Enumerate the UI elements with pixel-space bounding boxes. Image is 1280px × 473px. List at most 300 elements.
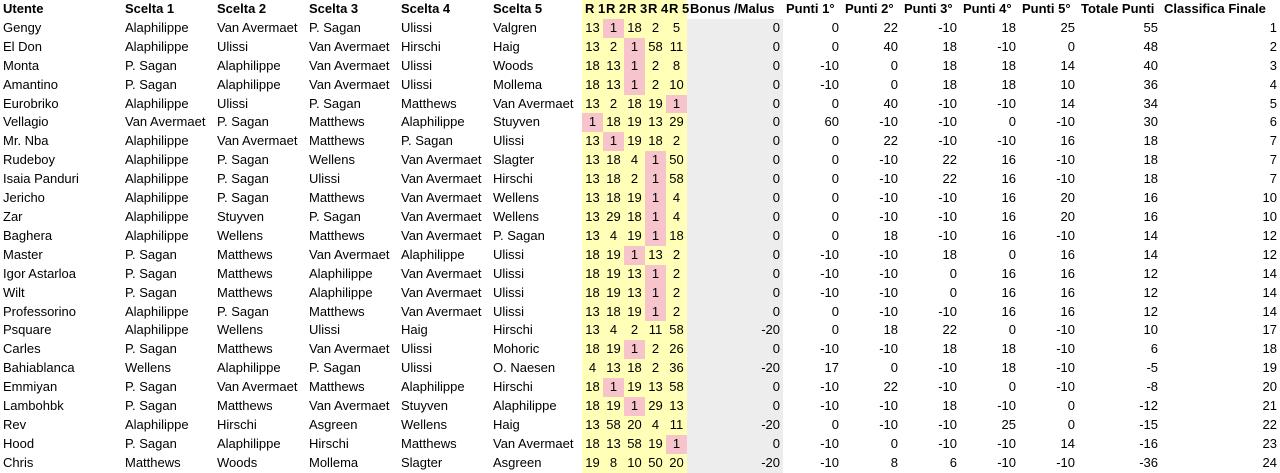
cell-punti-3: -10 bbox=[938, 95, 957, 111]
cell-scelta-2: Van Avermaet bbox=[217, 19, 298, 35]
cell-r3: 18 bbox=[624, 359, 645, 378]
cell-scelta-3: Matthews bbox=[309, 303, 365, 319]
cell-punti-3: -10 bbox=[938, 360, 957, 376]
cell-r2: 18 bbox=[603, 113, 624, 132]
cell-bonus-malus: 0 bbox=[687, 57, 783, 76]
cell-scelta-1: P. Sagan bbox=[125, 379, 177, 395]
table-row bbox=[0, 76, 1280, 95]
cell-scelta-5: Ulissi bbox=[493, 246, 525, 262]
cell-punti-2: 22 bbox=[883, 19, 898, 35]
table-row bbox=[0, 19, 1280, 38]
cell-punti-5: 14 bbox=[1060, 435, 1075, 451]
cell-r2: 58 bbox=[603, 416, 624, 435]
cell-scelta-3: Van Avermaet bbox=[309, 76, 390, 92]
cell-r4: 19 bbox=[645, 435, 666, 454]
cell-scelta-3: Asgreen bbox=[309, 416, 358, 432]
cell-punti-5: 16 bbox=[1060, 246, 1075, 262]
header-scelta-2: Scelta 2 bbox=[217, 1, 267, 16]
cell-scelta-1: P. Sagan bbox=[125, 265, 177, 281]
cell-scelta-4: Matthews bbox=[401, 435, 457, 451]
cell-classifica-finale: 7 bbox=[1269, 152, 1277, 168]
cell-utente: Isaia Panduri bbox=[3, 171, 79, 187]
cell-utente: Hood bbox=[3, 435, 35, 451]
table-row bbox=[0, 435, 1280, 454]
cell-scelta-4: Ulissi bbox=[401, 76, 433, 92]
cell-r4: 1 bbox=[645, 227, 666, 246]
cell-scelta-4: Alaphilippe bbox=[401, 379, 465, 395]
cell-punti-1: -10 bbox=[820, 76, 839, 92]
cell-r3: 20 bbox=[624, 416, 645, 435]
cell-scelta-1: Alaphilippe bbox=[125, 19, 189, 35]
cell-bonus-malus: 0 bbox=[687, 170, 783, 189]
cell-scelta-1: Alaphilippe bbox=[125, 303, 189, 319]
cell-scelta-5: Haig bbox=[493, 416, 520, 432]
cell-totale-punti: 18 bbox=[1143, 152, 1158, 168]
cell-scelta-4: Matthews bbox=[401, 95, 457, 111]
cell-punti-1: 17 bbox=[824, 360, 839, 376]
cell-scelta-2: P. Sagan bbox=[217, 190, 269, 206]
cell-totale-punti: 14 bbox=[1143, 227, 1158, 243]
cell-punti-1: -10 bbox=[820, 454, 839, 470]
cell-utente: Baghera bbox=[3, 227, 53, 243]
cell-scelta-3: Matthews bbox=[309, 190, 365, 206]
cell-scelta-5: Ulissi bbox=[493, 284, 525, 300]
cell-punti-2: -10 bbox=[879, 284, 898, 300]
cell-scelta-4: Van Avermaet bbox=[401, 303, 482, 319]
cell-r1: 18 bbox=[582, 265, 603, 284]
cell-r5: 18 bbox=[666, 227, 687, 246]
cell-punti-4: -10 bbox=[997, 398, 1016, 414]
cell-scelta-2: Alaphilippe bbox=[217, 435, 281, 451]
cell-scelta-4: Van Avermaet bbox=[401, 171, 482, 187]
cell-scelta-3: Van Avermaet bbox=[309, 57, 390, 73]
cell-scelta-4: Stuyven bbox=[401, 398, 448, 414]
cell-scelta-1: P. Sagan bbox=[125, 435, 177, 451]
cell-scelta-3: Van Avermaet bbox=[309, 341, 390, 357]
cell-r4: 2 bbox=[645, 76, 666, 95]
cell-scelta-5: Ulissi bbox=[493, 303, 525, 319]
cell-punti-2: 0 bbox=[890, 57, 898, 73]
cell-scelta-4: Van Avermaet bbox=[401, 265, 482, 281]
header-scelta-4: Scelta 4 bbox=[401, 1, 451, 16]
cell-totale-punti: 6 bbox=[1150, 341, 1158, 357]
cell-scelta-5: P. Sagan bbox=[493, 227, 545, 243]
cell-scelta-1: Matthews bbox=[125, 454, 181, 470]
cell-r3: 19 bbox=[624, 378, 645, 397]
cell-punti-1: 0 bbox=[831, 208, 839, 224]
cell-r5: 10 bbox=[666, 76, 687, 95]
cell-scelta-2: Ulissi bbox=[217, 38, 249, 54]
cell-punti-5: -10 bbox=[1056, 171, 1075, 187]
cell-punti-5: -10 bbox=[1056, 227, 1075, 243]
cell-scelta-2: Woods bbox=[217, 454, 258, 470]
cell-classifica-finale: 21 bbox=[1262, 398, 1277, 414]
table-row bbox=[0, 227, 1280, 246]
header-classifica-finale: Classifica Finale bbox=[1164, 1, 1266, 16]
cell-r1: 13 bbox=[582, 321, 603, 340]
cell-scelta-4: Alaphilippe bbox=[401, 246, 465, 262]
cell-r2: 1 bbox=[603, 19, 624, 38]
cell-punti-1: 0 bbox=[831, 19, 839, 35]
cell-scelta-3: Matthews bbox=[309, 227, 365, 243]
cell-r1: 13 bbox=[582, 38, 603, 57]
cell-scelta-2: Van Avermaet bbox=[217, 133, 298, 149]
cell-totale-punti: -36 bbox=[1139, 454, 1158, 470]
cell-punti-1: -10 bbox=[820, 265, 839, 281]
cell-scelta-2: Hirschi bbox=[217, 416, 257, 432]
cell-classifica-finale: 7 bbox=[1269, 133, 1277, 149]
cell-classifica-finale: 4 bbox=[1269, 76, 1277, 92]
table-row bbox=[0, 359, 1280, 378]
cell-punti-3: 18 bbox=[942, 38, 957, 54]
cell-bonus-malus: 0 bbox=[687, 284, 783, 303]
cell-scelta-3: Alaphilippe bbox=[309, 265, 373, 281]
header-row bbox=[0, 0, 1280, 19]
cell-r3: 2 bbox=[624, 170, 645, 189]
cell-punti-3: 0 bbox=[949, 284, 957, 300]
cell-bonus-malus: 0 bbox=[687, 95, 783, 114]
header-scelta-5: Scelta 5 bbox=[493, 1, 543, 16]
cell-scelta-5: Hirschi bbox=[493, 379, 533, 395]
cell-punti-5: 14 bbox=[1060, 57, 1075, 73]
cell-r3: 19 bbox=[624, 113, 645, 132]
cell-punti-5: -10 bbox=[1056, 114, 1075, 130]
cell-scelta-2: Wellens bbox=[217, 227, 264, 243]
cell-scelta-1: Alaphilippe bbox=[125, 416, 189, 432]
cell-totale-punti: 48 bbox=[1143, 38, 1158, 54]
header-totale-punti: Totale Punti bbox=[1081, 1, 1155, 16]
header-scelta-3: Scelta 3 bbox=[309, 1, 359, 16]
cell-scelta-3: Matthews bbox=[309, 114, 365, 130]
cell-scelta-5: Ulissi bbox=[493, 133, 525, 149]
cell-punti-5: 0 bbox=[1067, 38, 1075, 54]
cell-scelta-2: Matthews bbox=[217, 341, 273, 357]
cell-punti-4: -10 bbox=[997, 454, 1016, 470]
cell-r5: 2 bbox=[666, 132, 687, 151]
cell-r2: 4 bbox=[603, 321, 624, 340]
cell-r1: 13 bbox=[582, 132, 603, 151]
cell-punti-4: 0 bbox=[1008, 322, 1016, 338]
cell-scelta-3: Wellens bbox=[309, 152, 356, 168]
cell-punti-3: -10 bbox=[938, 19, 957, 35]
cell-r2: 2 bbox=[603, 38, 624, 57]
cell-totale-punti: -16 bbox=[1139, 435, 1158, 451]
cell-r5: 26 bbox=[666, 340, 687, 359]
cell-punti-4: 16 bbox=[1001, 208, 1016, 224]
cell-utente: Zar bbox=[3, 208, 23, 224]
cell-utente: Bahiablanca bbox=[3, 360, 75, 376]
cell-utente: Chris bbox=[3, 454, 34, 470]
cell-punti-1: 0 bbox=[831, 171, 839, 187]
header-r1: R 1 bbox=[582, 0, 603, 19]
cell-classifica-finale: 19 bbox=[1262, 360, 1277, 376]
cell-bonus-malus: -20 bbox=[687, 416, 783, 435]
table-row bbox=[0, 321, 1280, 340]
cell-punti-3: -10 bbox=[938, 114, 957, 130]
cell-bonus-malus: 0 bbox=[687, 303, 783, 322]
cell-punti-3: 18 bbox=[942, 398, 957, 414]
cell-punti-4: 18 bbox=[1001, 360, 1016, 376]
cell-scelta-5: Van Avermaet bbox=[493, 95, 574, 111]
cell-scelta-3: Van Avermaet bbox=[309, 398, 390, 414]
cell-scelta-2: Alaphilippe bbox=[217, 57, 281, 73]
table-row bbox=[0, 340, 1280, 359]
cell-punti-2: -10 bbox=[879, 303, 898, 319]
table-row bbox=[0, 132, 1280, 151]
cell-r4: 18 bbox=[645, 132, 666, 151]
cell-r3: 1 bbox=[624, 340, 645, 359]
cell-scelta-1: P. Sagan bbox=[125, 246, 177, 262]
cell-punti-1: -10 bbox=[820, 398, 839, 414]
cell-bonus-malus: 0 bbox=[687, 113, 783, 132]
cell-scelta-5: Woods bbox=[493, 57, 534, 73]
cell-punti-2: -10 bbox=[879, 265, 898, 281]
cell-scelta-4: Van Avermaet bbox=[401, 284, 482, 300]
cell-totale-punti: 36 bbox=[1143, 76, 1158, 92]
cell-r2: 1 bbox=[603, 378, 624, 397]
cell-scelta-3: Ulissi bbox=[309, 322, 341, 338]
cell-r4: 58 bbox=[645, 38, 666, 57]
cell-r5: 2 bbox=[666, 284, 687, 303]
cell-punti-5: 16 bbox=[1060, 303, 1075, 319]
cell-r3: 1 bbox=[624, 76, 645, 95]
cell-totale-punti: 12 bbox=[1143, 284, 1158, 300]
cell-scelta-4: Ulissi bbox=[401, 360, 433, 376]
cell-scelta-3: Van Avermaet bbox=[309, 38, 390, 54]
cell-punti-1: -10 bbox=[820, 57, 839, 73]
cell-punti-5: -10 bbox=[1056, 152, 1075, 168]
cell-punti-1: 0 bbox=[831, 227, 839, 243]
cell-scelta-2: P. Sagan bbox=[217, 303, 269, 319]
cell-r4: 2 bbox=[645, 57, 666, 76]
cell-r2: 18 bbox=[603, 303, 624, 322]
cell-r5: 11 bbox=[666, 38, 687, 57]
cell-r4: 2 bbox=[645, 19, 666, 38]
cell-punti-4: 16 bbox=[1001, 171, 1016, 187]
cell-scelta-1: Van Avermaet bbox=[125, 114, 206, 130]
cell-punti-2: 0 bbox=[890, 360, 898, 376]
cell-scelta-4: Haig bbox=[401, 322, 428, 338]
header-bonus-malus: Bonus /Malus bbox=[687, 0, 783, 19]
cell-punti-1: -10 bbox=[820, 284, 839, 300]
cell-r3: 18 bbox=[624, 19, 645, 38]
cell-r1: 13 bbox=[582, 170, 603, 189]
cell-utente: Wilt bbox=[3, 284, 25, 300]
cell-bonus-malus: -20 bbox=[687, 359, 783, 378]
cell-scelta-1: Alaphilippe bbox=[125, 208, 189, 224]
cell-scelta-3: P. Sagan bbox=[309, 208, 361, 224]
cell-scelta-3: Van Avermaet bbox=[309, 246, 390, 262]
cell-punti-3: -10 bbox=[938, 133, 957, 149]
cell-punti-3: -10 bbox=[938, 190, 957, 206]
cell-scelta-1: P. Sagan bbox=[125, 57, 177, 73]
cell-punti-1: -10 bbox=[820, 341, 839, 357]
cell-bonus-malus: 0 bbox=[687, 397, 783, 416]
cell-punti-4: 18 bbox=[1001, 19, 1016, 35]
cell-r1: 4 bbox=[582, 359, 603, 378]
cell-scelta-4: P. Sagan bbox=[401, 133, 453, 149]
cell-r5: 2 bbox=[666, 265, 687, 284]
cell-punti-3: 18 bbox=[942, 246, 957, 262]
cell-r4: 13 bbox=[645, 113, 666, 132]
cell-scelta-1: Wellens bbox=[125, 360, 172, 376]
cell-scelta-1: Alaphilippe bbox=[125, 190, 189, 206]
cell-r5: 2 bbox=[666, 303, 687, 322]
cell-scelta-5: Hirschi bbox=[493, 171, 533, 187]
cell-r1: 13 bbox=[582, 19, 603, 38]
cell-bonus-malus: 0 bbox=[687, 151, 783, 170]
cell-classifica-finale: 1 bbox=[1269, 19, 1277, 35]
cell-punti-1: 60 bbox=[824, 114, 839, 130]
header-punti-3: Punti 3° bbox=[904, 1, 953, 16]
cell-scelta-5: Mohoric bbox=[493, 341, 540, 357]
cell-r4: 4 bbox=[645, 416, 666, 435]
cell-classifica-finale: 22 bbox=[1262, 416, 1277, 432]
cell-totale-punti: 16 bbox=[1143, 190, 1158, 206]
cell-scelta-5: Hirschi bbox=[493, 322, 533, 338]
cell-r2: 18 bbox=[603, 170, 624, 189]
cell-r3: 1 bbox=[624, 57, 645, 76]
cell-punti-3: 18 bbox=[942, 57, 957, 73]
cell-utente: Rev bbox=[3, 416, 27, 432]
cell-totale-punti: -8 bbox=[1146, 379, 1158, 395]
cell-bonus-malus: 0 bbox=[687, 208, 783, 227]
table-row bbox=[0, 378, 1280, 397]
cell-totale-punti: 18 bbox=[1143, 133, 1158, 149]
cell-punti-3: 18 bbox=[942, 76, 957, 92]
cell-r1: 19 bbox=[582, 454, 603, 473]
cell-r3: 4 bbox=[624, 151, 645, 170]
cell-scelta-5: Mollema bbox=[493, 76, 543, 92]
table-row bbox=[0, 189, 1280, 208]
cell-punti-2: 18 bbox=[883, 227, 898, 243]
cell-totale-punti: 12 bbox=[1143, 265, 1158, 281]
cell-punti-1: -10 bbox=[820, 435, 839, 451]
cell-scelta-1: Alaphilippe bbox=[125, 227, 189, 243]
cell-scelta-4: Van Avermaet bbox=[401, 152, 482, 168]
cell-r3: 2 bbox=[624, 321, 645, 340]
cell-utente: Monta bbox=[3, 57, 40, 73]
cell-utente: Igor Astarloa bbox=[3, 265, 76, 281]
cell-scelta-4: Alaphilippe bbox=[401, 114, 465, 130]
cell-r2: 19 bbox=[603, 246, 624, 265]
cell-scelta-3: Matthews bbox=[309, 379, 365, 395]
cell-r2: 19 bbox=[603, 340, 624, 359]
cell-r2: 19 bbox=[603, 397, 624, 416]
cell-r1: 18 bbox=[582, 378, 603, 397]
cell-r3: 1 bbox=[624, 397, 645, 416]
cell-punti-2: 22 bbox=[883, 379, 898, 395]
cell-r1: 13 bbox=[582, 189, 603, 208]
cell-r1: 13 bbox=[582, 416, 603, 435]
cell-r4: 1 bbox=[645, 284, 666, 303]
table-row bbox=[0, 170, 1280, 189]
cell-scelta-5: Van Avermaet bbox=[493, 435, 574, 451]
cell-utente: Lambohbk bbox=[3, 398, 64, 414]
cell-r1: 13 bbox=[582, 303, 603, 322]
cell-punti-2: -10 bbox=[879, 341, 898, 357]
cell-r1: 13 bbox=[582, 151, 603, 170]
cell-punti-5: 0 bbox=[1067, 398, 1075, 414]
cell-r5: 11 bbox=[666, 416, 687, 435]
cell-punti-2: 8 bbox=[890, 454, 898, 470]
cell-r4: 50 bbox=[645, 454, 666, 473]
cell-punti-2: -10 bbox=[879, 246, 898, 262]
cell-scelta-1: P. Sagan bbox=[125, 284, 177, 300]
cell-scelta-4: Ulissi bbox=[401, 341, 433, 357]
cell-punti-2: -10 bbox=[879, 114, 898, 130]
cell-punti-3: -10 bbox=[938, 303, 957, 319]
cell-r4: 19 bbox=[645, 95, 666, 114]
cell-punti-4: 16 bbox=[1001, 152, 1016, 168]
cell-r3: 19 bbox=[624, 303, 645, 322]
cell-scelta-5: Stuyven bbox=[493, 114, 540, 130]
cell-scelta-1: Alaphilippe bbox=[125, 95, 189, 111]
cell-punti-4: 16 bbox=[1001, 265, 1016, 281]
cell-scelta-2: Wellens bbox=[217, 322, 264, 338]
cell-scelta-4: Slagter bbox=[401, 454, 443, 470]
cell-scelta-4: Hirschi bbox=[401, 38, 441, 54]
cell-totale-punti: 18 bbox=[1143, 171, 1158, 187]
cell-punti-1: 0 bbox=[831, 322, 839, 338]
cell-utente: Jericho bbox=[3, 190, 45, 206]
cell-scelta-5: Ulissi bbox=[493, 265, 525, 281]
cell-utente: Gengy bbox=[3, 19, 42, 35]
cell-punti-2: 22 bbox=[883, 133, 898, 149]
cell-punti-2: -10 bbox=[879, 171, 898, 187]
cell-r4: 1 bbox=[645, 170, 666, 189]
cell-bonus-malus: 0 bbox=[687, 38, 783, 57]
header-r4: R 4 bbox=[645, 0, 666, 19]
cell-r5: 58 bbox=[666, 321, 687, 340]
cell-scelta-5: Wellens bbox=[493, 208, 540, 224]
cell-scelta-3: Mollema bbox=[309, 454, 359, 470]
cell-r1: 13 bbox=[582, 227, 603, 246]
cell-r4: 11 bbox=[645, 321, 666, 340]
cell-scelta-2: Ulissi bbox=[217, 95, 249, 111]
cell-r5: 36 bbox=[666, 359, 687, 378]
cell-scelta-2: Alaphilippe bbox=[217, 76, 281, 92]
header-punti-5: Punti 5° bbox=[1022, 1, 1071, 16]
cell-bonus-malus: 0 bbox=[687, 189, 783, 208]
cell-bonus-malus: 0 bbox=[687, 246, 783, 265]
cell-r2: 4 bbox=[603, 227, 624, 246]
cell-r5: 13 bbox=[666, 397, 687, 416]
cell-r5: 5 bbox=[666, 19, 687, 38]
cell-utente: Emmiyan bbox=[3, 379, 58, 395]
table-row bbox=[0, 454, 1280, 473]
cell-punti-2: 40 bbox=[883, 38, 898, 54]
cell-classifica-finale: 20 bbox=[1262, 379, 1277, 395]
cell-punti-2: -10 bbox=[879, 398, 898, 414]
cell-punti-2: -10 bbox=[879, 208, 898, 224]
cell-bonus-malus: 0 bbox=[687, 19, 783, 38]
cell-punti-3: 22 bbox=[942, 322, 957, 338]
cell-scelta-5: Asgreen bbox=[493, 454, 542, 470]
cell-r5: 1 bbox=[666, 95, 687, 114]
cell-punti-2: 0 bbox=[890, 435, 898, 451]
cell-totale-punti: 30 bbox=[1143, 114, 1158, 130]
cell-scelta-1: Alaphilippe bbox=[125, 38, 189, 54]
cell-bonus-malus: 0 bbox=[687, 340, 783, 359]
cell-scelta-3: Matthews bbox=[309, 133, 365, 149]
cell-scelta-1: P. Sagan bbox=[125, 398, 177, 414]
cell-totale-punti: -15 bbox=[1139, 416, 1158, 432]
cell-classifica-finale: 5 bbox=[1269, 95, 1277, 111]
cell-punti-5: -10 bbox=[1056, 360, 1075, 376]
cell-r4: 29 bbox=[645, 397, 666, 416]
cell-punti-5: -10 bbox=[1056, 454, 1075, 470]
